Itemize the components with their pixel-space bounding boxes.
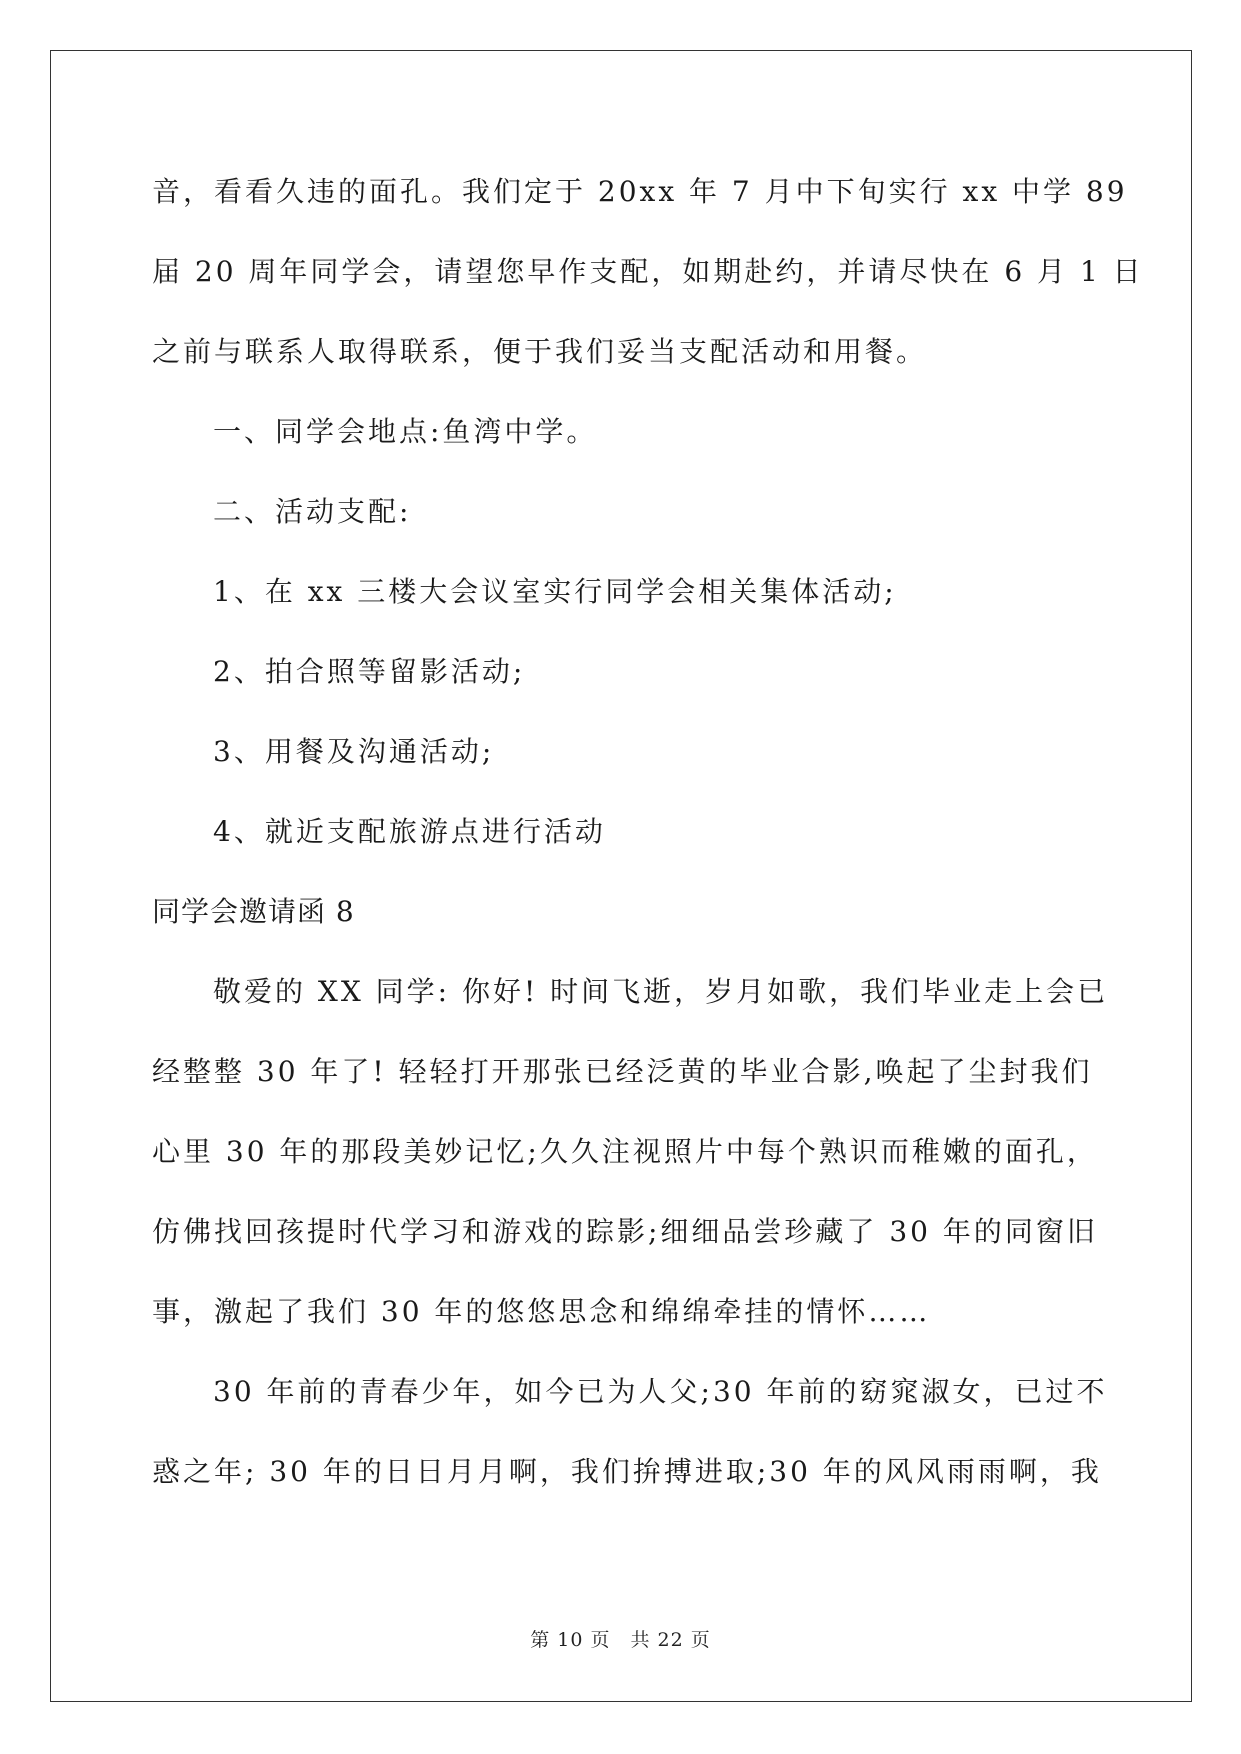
activity-item-1: 1、在 xx 三楼大会议室实行同学会相关集体活动; bbox=[213, 575, 897, 608]
paragraph-line: 之前与联系人取得联系，便于我们妥当支配活动和用餐。 bbox=[152, 335, 928, 368]
activity-item-3: 3、用餐及沟通活动; bbox=[213, 735, 495, 768]
document-body bbox=[152, 166, 1144, 1526]
paragraph-line: 仿佛找回孩提时代学习和游戏的踪影;细细品尝珍藏了 30 年的同窗旧 bbox=[152, 1215, 1098, 1248]
paragraph-line: 敬爱的 XX 同学: 你好! 时间飞逝，岁月如歌，我们毕业走上会已 bbox=[213, 975, 1109, 1008]
paragraph-line: 事，激起了我们 30 年的悠悠思念和绵绵牵挂的情怀…… bbox=[152, 1295, 931, 1328]
paragraph-line: 心里 30 年的那段美妙记忆;久久注视照片中每个熟识而稚嫩的面孔， bbox=[152, 1135, 1098, 1168]
section-heading: 同学会邀请函 8 bbox=[152, 895, 355, 928]
paragraph-line: 30 年前的青春少年，如今已为人父;30 年前的窈窕淑女，已过不 bbox=[213, 1375, 1108, 1408]
paragraph-line: 经整整 30 年了! 轻轻打开那张已经泛黄的毕业合影,唤起了尘封我们 bbox=[152, 1055, 1093, 1088]
paragraph-line: 惑之年; 30 年的日日月月啊，我们拚搏进取;30 年的风风雨雨啊，我 bbox=[152, 1455, 1102, 1488]
list-item-venue: 一、同学会地点:鱼湾中学。 bbox=[213, 415, 598, 448]
page-number: 第 10 页 共 22 页 bbox=[530, 1629, 711, 1651]
activity-item-4: 4、就近支配旅游点进行活动 bbox=[213, 815, 606, 848]
paragraph-line: 届 20 周年同学会，请望您早作支配，如期赴约，并请尽快在 6 月 1 日 bbox=[152, 255, 1144, 288]
activity-item-2: 2、拍合照等留影活动; bbox=[213, 655, 526, 688]
list-item-activities: 二、活动支配: bbox=[213, 495, 412, 528]
paragraph-line: 音，看看久违的面孔。我们定于 20xx 年 7 月中下旬实行 xx 中学 89 bbox=[152, 175, 1128, 208]
